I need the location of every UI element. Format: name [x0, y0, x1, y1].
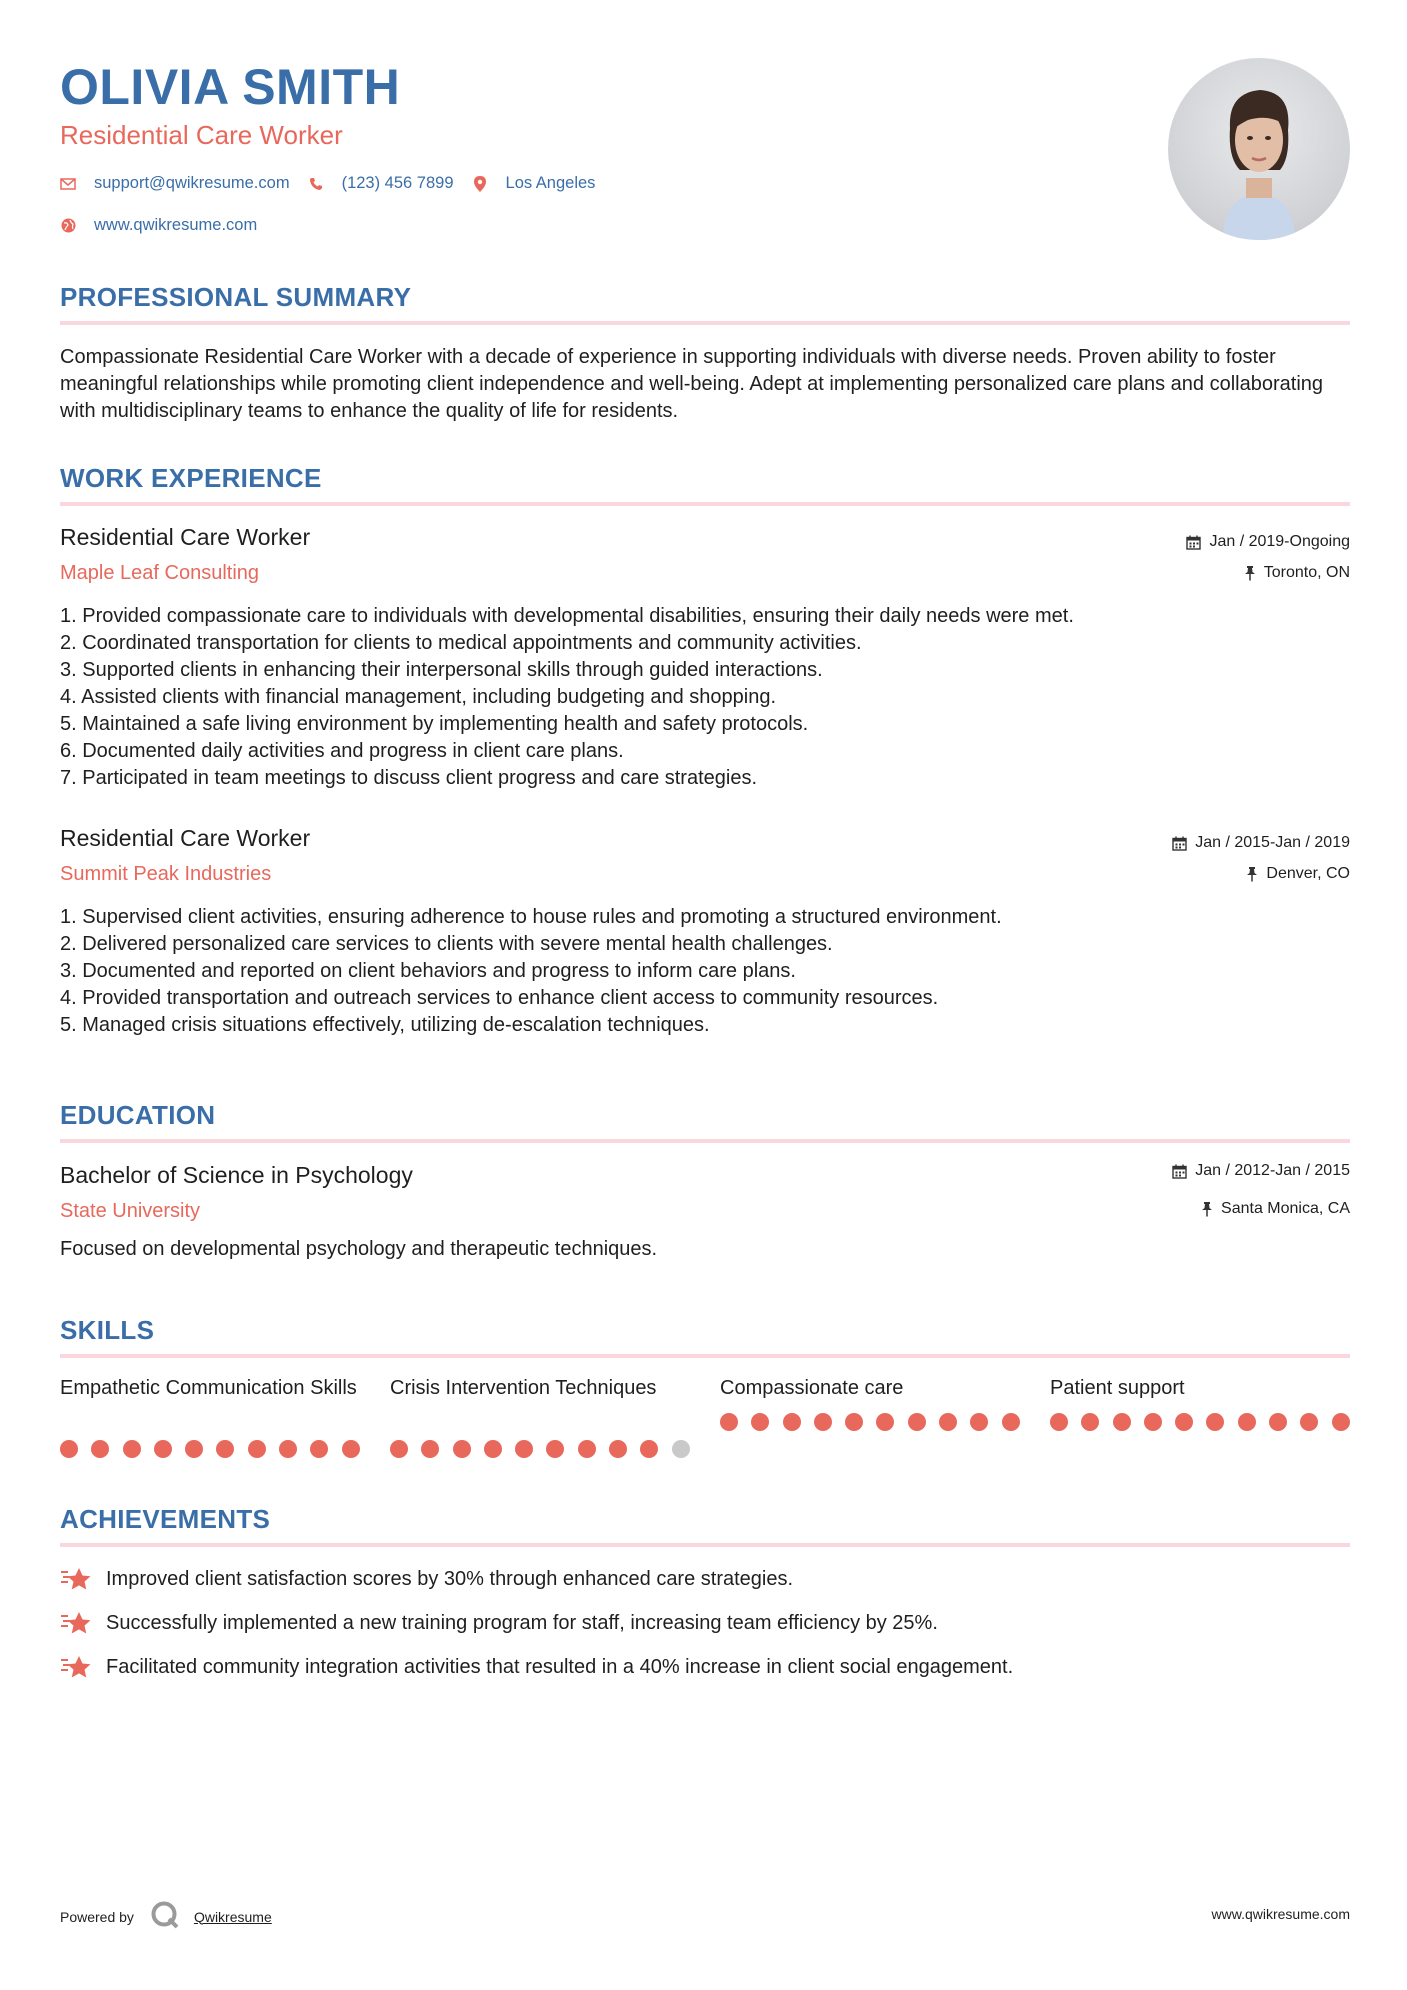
- rating-dot-filled: [1300, 1413, 1318, 1431]
- avatar: [1168, 58, 1350, 240]
- education-description: Focused on developmental psychology and therapeutic techniques.: [60, 1238, 658, 1260]
- list-item: 4. Assisted clients with financial management, including budgeting and shopping.: [60, 686, 777, 708]
- list-item: 2. Delivered personalized care services to clients with severe mental health challenges.: [60, 933, 833, 955]
- list-item: 7. Participated in team meetings to discuss client progress and care strategies.: [60, 767, 758, 789]
- rating-dot-filled: [783, 1413, 801, 1431]
- company-name: Summit Peak Industries: [60, 863, 272, 885]
- skill-label: Compassionate care: [720, 1377, 904, 1399]
- list-item: 1. Provided compassionate care to individuals with developmental disabilities, ensuring their daily needs were met.: [60, 605, 1074, 627]
- website-row: [60, 216, 275, 235]
- list-item: 6. Documented daily activities and progress in client care plans.: [60, 740, 624, 762]
- footer-website-link[interactable]: www.qwikresume.com: [1211, 1906, 1350, 1922]
- job-duties-list: [60, 904, 1350, 1039]
- achievement-item: [60, 1610, 938, 1636]
- star-icon: [60, 1654, 92, 1680]
- section-divider: [60, 321, 1350, 325]
- footer-powered-by: [60, 1900, 272, 1933]
- job-location: [1244, 564, 1350, 582]
- resume-page: [60, 0, 1350, 1990]
- section-divider: [60, 502, 1350, 506]
- pushpin-icon: [1201, 1201, 1213, 1217]
- education-location-text: Santa Monica, CA: [1221, 1200, 1350, 1217]
- calendar-icon: [1172, 836, 1187, 851]
- rating-dot-filled: [91, 1440, 109, 1458]
- candidate-name: OLIVIA SMITH: [60, 59, 401, 115]
- skill-rating: [390, 1440, 703, 1458]
- list-item: 3. Supported clients in enhancing their interpersonal skills through guided interactions.: [60, 659, 823, 681]
- rating-dot-filled: [939, 1413, 957, 1431]
- summary-text: Compassionate Residential Care Worker with a decade of experience in supporting individuals with diverse needs. Proven ability to foster meaningful relationships while promoting client independence and well-being. Adept at implementing personalized care plans and collaborating with multidisciplinary teams to enhance the quality of life for residents.: [60, 346, 1324, 422]
- phone-icon: [308, 176, 324, 192]
- rating-dot-filled: [342, 1440, 360, 1458]
- rating-dot-filled: [1332, 1413, 1350, 1431]
- rating-dot-filled: [751, 1413, 769, 1431]
- achievement-item: [60, 1566, 793, 1592]
- powered-by-label: Powered by: [60, 1908, 134, 1925]
- rating-dot-filled: [185, 1440, 203, 1458]
- job-dates: [1186, 533, 1350, 551]
- skill-label: Empathetic Communication Skills: [60, 1377, 357, 1399]
- company-name: Maple Leaf Consulting: [60, 562, 260, 584]
- school-name: State University: [60, 1200, 201, 1222]
- rating-dot-filled: [1081, 1413, 1099, 1431]
- rating-dot-filled: [845, 1413, 863, 1431]
- rating-dot-filled: [546, 1440, 564, 1458]
- rating-dot-filled: [908, 1413, 926, 1431]
- rating-dot-filled: [60, 1440, 78, 1458]
- rating-dot-filled: [390, 1440, 408, 1458]
- section-divider: [60, 1543, 1350, 1547]
- education-dates-text: Jan / 2012-Jan / 2015: [1195, 1162, 1350, 1179]
- achievements-heading: ACHIEVEMENTS: [60, 1504, 271, 1534]
- rating-dot-filled: [1113, 1413, 1131, 1431]
- skill-label: Crisis Intervention Techniques: [390, 1377, 657, 1399]
- rating-dot-filled: [578, 1440, 596, 1458]
- pushpin-icon: [1244, 565, 1256, 581]
- job-dates: [1172, 834, 1350, 852]
- profile-photo-placeholder: [1168, 58, 1350, 240]
- rating-dot-filled: [279, 1440, 297, 1458]
- website-link[interactable]: www.qwikresume.com: [94, 216, 258, 234]
- achievement-text: Successfully implemented a new training program for staff, increasing team efficiency by 25%.: [106, 1611, 938, 1634]
- job-location: [1246, 865, 1350, 883]
- globe-icon: [60, 218, 76, 234]
- rating-dot-filled: [515, 1440, 533, 1458]
- rating-dot-filled: [970, 1413, 988, 1431]
- skill-rating: [720, 1413, 1033, 1431]
- list-item: 2. Coordinated transportation for clients to medical appointments and community activities.: [60, 632, 862, 654]
- star-icon: [60, 1566, 92, 1592]
- rating-dot-filled: [1002, 1413, 1020, 1431]
- rating-dot-filled: [1144, 1413, 1162, 1431]
- rating-dot-filled: [453, 1440, 471, 1458]
- calendar-icon: [1172, 1164, 1187, 1179]
- job-location-text: Denver, CO: [1266, 865, 1350, 882]
- star-icon: [60, 1610, 92, 1636]
- rating-dot-filled: [123, 1440, 141, 1458]
- rating-dot-filled: [248, 1440, 266, 1458]
- qwikresume-link[interactable]: Qwikresume: [193, 1908, 272, 1925]
- rating-dot-filled: [640, 1440, 658, 1458]
- job-dates-text: Jan / 2019-Ongoing: [1209, 533, 1350, 550]
- email-link[interactable]: support@qwikresume.com: [94, 174, 290, 192]
- rating-dot-filled: [154, 1440, 172, 1458]
- skill-item: [390, 1375, 690, 1429]
- job-location-text: Toronto, ON: [1263, 564, 1350, 581]
- candidate-title: Residential Care Worker: [60, 120, 343, 150]
- rating-dot-filled: [421, 1440, 439, 1458]
- education-heading: EDUCATION: [60, 1100, 216, 1130]
- list-item: 4. Provided transportation and outreach services to enhance client access to community resources.: [60, 987, 939, 1009]
- contact-row: [60, 174, 613, 193]
- rating-dot-filled: [814, 1413, 832, 1431]
- section-divider: [60, 1354, 1350, 1358]
- rating-dot-filled: [609, 1440, 627, 1458]
- rating-dot-filled: [876, 1413, 894, 1431]
- qwikresume-logo-icon: [150, 1900, 180, 1933]
- list-item: 1. Supervised client activities, ensuring adherence to house rules and promoting a structured environment.: [60, 906, 1002, 928]
- education-dates: [1172, 1162, 1350, 1180]
- rating-dot-filled: [1238, 1413, 1256, 1431]
- list-item: 5. Maintained a safe living environment by implementing health and safety protocols.: [60, 713, 809, 735]
- degree-title: Bachelor of Science in Psychology: [60, 1162, 413, 1188]
- rating-dot-filled: [216, 1440, 234, 1458]
- education-location: [1201, 1200, 1350, 1218]
- skill-item: [60, 1375, 360, 1429]
- rating-dot-filled: [1050, 1413, 1068, 1431]
- rating-dot-filled: [310, 1440, 328, 1458]
- pushpin-icon: [1246, 866, 1258, 882]
- rating-dot-filled: [720, 1413, 738, 1431]
- list-item: 5. Managed crisis situations effectively, utilizing de-escalation techniques.: [60, 1014, 710, 1036]
- rating-dot-filled: [484, 1440, 502, 1458]
- job-title: Residential Care Worker: [60, 524, 311, 550]
- calendar-icon: [1186, 535, 1201, 550]
- job-duties-list: [60, 603, 1350, 792]
- skill-rating: [1050, 1413, 1363, 1431]
- rating-dot-filled: [1206, 1413, 1224, 1431]
- rating-dot-filled: [1269, 1413, 1287, 1431]
- list-item: 3. Documented and reported on client behaviors and progress to inform care plans.: [60, 960, 796, 982]
- section-divider: [60, 1139, 1350, 1143]
- achievement-text: Facilitated community integration activities that resulted in a 40% increase in client social engagement.: [106, 1655, 1014, 1678]
- summary-heading: PROFESSIONAL SUMMARY: [60, 282, 412, 312]
- job-dates-text: Jan / 2015-Jan / 2019: [1195, 834, 1350, 851]
- achievement-item: [60, 1654, 1013, 1680]
- skill-rating: [60, 1440, 373, 1458]
- rating-dot-filled: [1175, 1413, 1193, 1431]
- job-title: Residential Care Worker: [60, 825, 311, 851]
- map-pin-icon: [472, 176, 488, 192]
- location-text: Los Angeles: [505, 174, 596, 192]
- experience-heading: WORK EXPERIENCE: [60, 463, 322, 493]
- skills-heading: SKILLS: [60, 1315, 155, 1345]
- rating-dot-empty: [672, 1440, 690, 1458]
- envelope-icon: [60, 176, 76, 192]
- phone-text: (123) 456 7899: [341, 174, 454, 192]
- skill-label: Patient support: [1050, 1377, 1185, 1399]
- achievement-text: Improved client satisfaction scores by 30% through enhanced care strategies.: [106, 1567, 794, 1590]
